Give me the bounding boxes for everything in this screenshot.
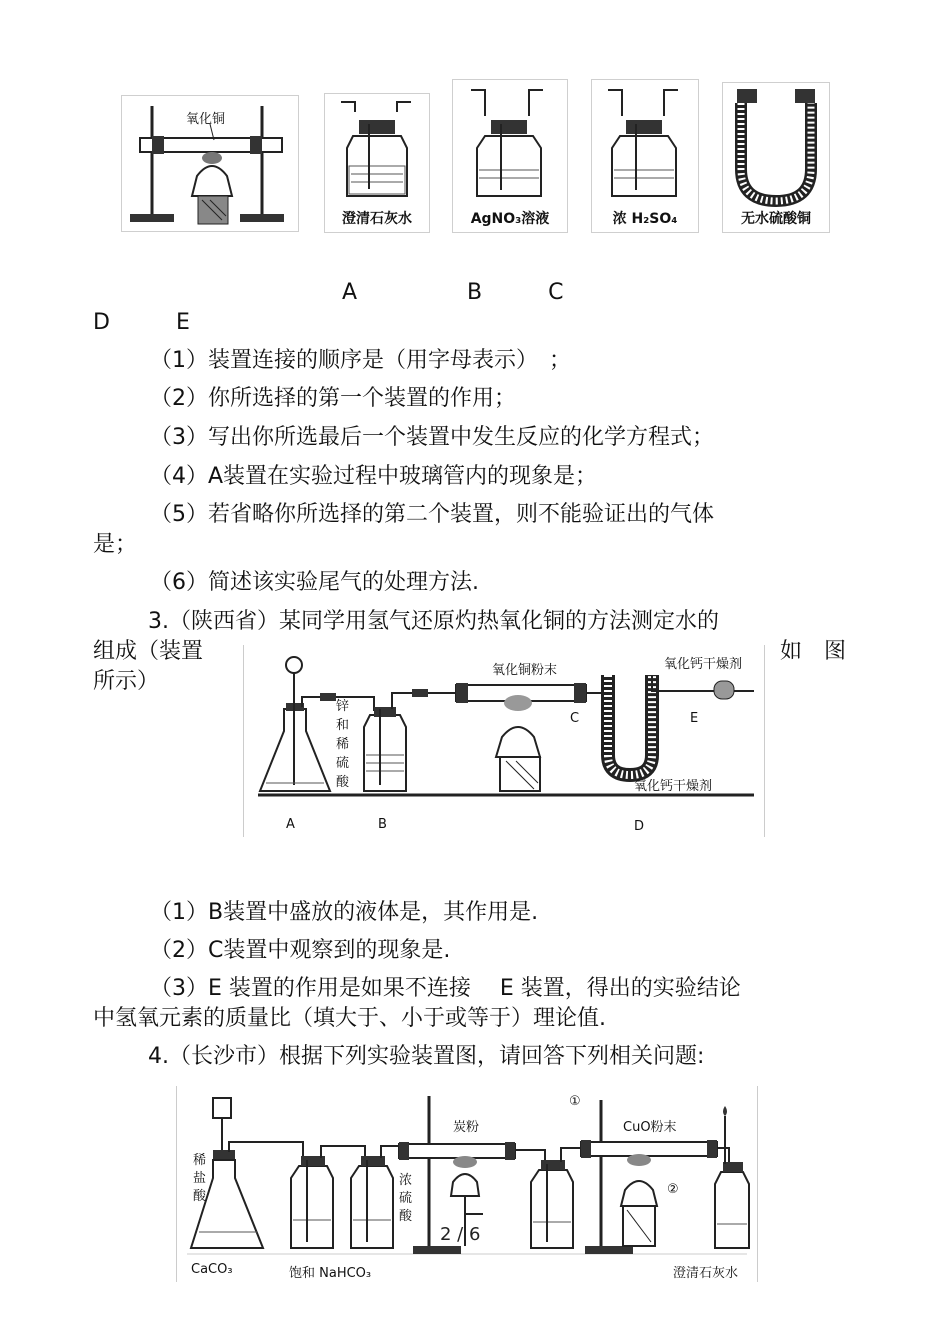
- q3-intro-line2b: 如 图: [780, 639, 847, 664]
- figure1-panel-a: [121, 95, 299, 232]
- q3-label-reagent: 锌和稀硫酸: [336, 699, 350, 790]
- q4-label-circle1: ①: [569, 1094, 581, 1109]
- q2-item-3: （3）写出你所选最后一个装置中发生反应的化学方程式；: [150, 425, 714, 450]
- q3-item-3-cont: 中氢氧元素的质量比（填大于、小于或等于）理论值.: [93, 1006, 606, 1031]
- figure1-panel-d: [591, 79, 699, 233]
- q4-intro: 4.（长沙市）根据下列实验装置图，请回答下列相关问题:: [148, 1044, 705, 1069]
- q3-label-b: B: [378, 817, 387, 832]
- q4-label-carbon: 炭粉: [453, 1120, 480, 1135]
- q3-apparatus-figure: [243, 645, 765, 837]
- q4-label-cuo: CuO粉末: [623, 1120, 677, 1135]
- page-number: 2 / 6: [440, 1224, 481, 1245]
- figure1-letters-row2: D E: [93, 310, 190, 335]
- panel-a-label: 氧化铜: [186, 112, 226, 127]
- q4-apparatus-figure: [176, 1086, 758, 1282]
- q3-label-e: E: [690, 711, 699, 726]
- q4-label-caco3: CaCO₃: [191, 1262, 233, 1277]
- q3-label-a: A: [286, 817, 295, 832]
- q2-item-1: （1）装置连接的顺序是（用字母表示） ；: [150, 348, 571, 373]
- q3-label-c: C: [570, 711, 580, 726]
- q4-label-circle2: ②: [667, 1182, 679, 1197]
- figure1-panel-b: [324, 93, 430, 233]
- q3-label-cao-top: 氧化钙干燥剂: [664, 657, 743, 672]
- q4-label-limewater: 澄清石灰水: [673, 1266, 739, 1281]
- q3-label-d: D: [634, 819, 645, 834]
- q3-intro-line1: 3.（陕西省）某同学用氢气还原灼热氧化铜的方法测定水的: [148, 609, 719, 634]
- figure1-panel-e: [722, 82, 830, 233]
- q4-label-nahco3: 饱和 NaHCO₃: [289, 1266, 372, 1281]
- q3-intro-line2a: 组成（装置: [93, 639, 204, 664]
- panel-c-caption: AgNO₃溶液: [470, 211, 550, 227]
- figure1-letters-row: A B C: [342, 280, 564, 305]
- q2-item-5: （5）若省略你所选择的第二个装置，则不能验证出的气体: [150, 502, 714, 527]
- q2-item-5-cont: 是；: [93, 532, 138, 557]
- q3-item-2: （2）C装置中观察到的现象是.: [150, 938, 451, 963]
- panel-e-caption: 无水硫酸铜: [741, 211, 811, 227]
- panel-b-caption: 澄清石灰水: [342, 211, 412, 227]
- q2-item-2: （2）你所选择的第一个装置的作用；: [150, 386, 516, 411]
- q2-item-4: （4）A装置在实验过程中玻璃管内的现象是；: [150, 464, 598, 489]
- q3-label-cuo: 氧化铜粉末: [492, 663, 558, 678]
- q3-intro-line3: 所示）: [93, 669, 160, 694]
- q3-item-3: （3）E 装置的作用是如果不连接 E 装置，得出的实验结论: [150, 976, 741, 1001]
- q2-item-6: （6）简述该实验尾气的处理方法.: [150, 570, 479, 595]
- q4-label-acid: 稀盐酸: [193, 1153, 207, 1204]
- figure1-panel-c: [452, 79, 568, 233]
- panel-d-caption: 浓 H₂SO₄: [612, 211, 678, 227]
- q3-item-1: （1）B装置中盛放的液体是，其作用是.: [150, 900, 539, 925]
- q4-label-h2so4: 浓硫酸: [399, 1173, 413, 1224]
- q3-label-cao-bottom: 氧化钙干燥剂: [634, 779, 713, 794]
